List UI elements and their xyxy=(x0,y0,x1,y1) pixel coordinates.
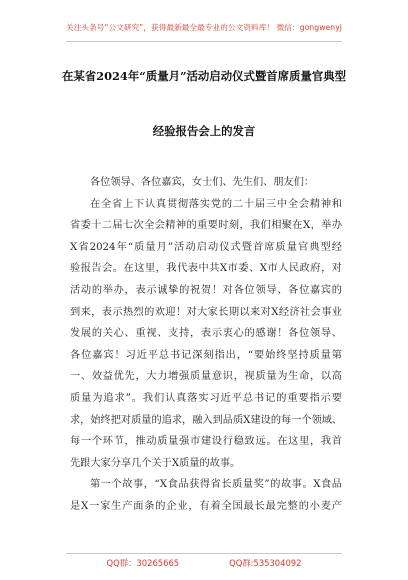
header-banner: 关注头条号“公文研究”，获得最新最全最专业的公文资料库！ 微信：gongwenyj xyxy=(66,23,342,32)
footer xyxy=(0,557,408,569)
footer-qq-group-1: QQ群：30265665 xyxy=(106,558,180,568)
paragraph-line: 活动的举办，表示诚挚的祝贺！对各位领导、各位嘉宾的 xyxy=(70,284,342,296)
paragraph-line: X省2024年“质量月”活动启动仪式暨首席质量官典型经 xyxy=(70,241,342,253)
paragraph-line: 第一个故事，“X食品获得省长质量奖”的故事。X食品 xyxy=(90,479,342,491)
paragraph-line: 求，始终把对质量的追求，融入到品质X建设的每一个领域、 xyxy=(70,414,342,426)
paragraph-line: 到来，表示热烈的欢迎！对大家长期以来对X经济社会事业 xyxy=(70,306,342,318)
header-divider xyxy=(66,41,342,42)
paragraph-line: 验报告会。在这里，我代表中共X市委、X市人民政府，对 xyxy=(70,263,342,275)
paragraph-line: 每一个环节，推动质量强市建设行稳致远。在这里，我首 xyxy=(70,436,342,448)
paragraph-line: 质量为追求”。我们认真落实习近平总书记的重要指示要 xyxy=(70,392,342,404)
paragraph-line: 省委十二届七次全会精神的重要时刻，我们相聚在X，举办 xyxy=(70,220,342,232)
paragraph-line: 一、效益优先，大力增强质量意识，视质量为生命，以高 xyxy=(70,371,342,383)
footer-qq-group-2: QQ群:535304092 xyxy=(229,558,302,568)
footer-divider xyxy=(66,553,342,554)
paragraph-line: 在全省上下认真贯彻落实党的二十届三中全会精神和 xyxy=(90,198,342,210)
paragraph-line: 各位嘉宾！习近平总书记深刻指出，“要始终坚持质量第 xyxy=(70,349,342,361)
paragraph-line: 发展的关心、重视、支持，表示衷心的感谢！各位领导、 xyxy=(70,328,342,340)
paragraph-line: 先跟大家分享几个关于X质量的故事。 xyxy=(70,457,241,469)
speech-body xyxy=(70,172,342,518)
paragraph-line: 是X一家生产面条的企业，有着全国最长最完整的小麦产 xyxy=(70,500,342,512)
salutation: 各位领导、各位嘉宾，女士们、先生们、朋友们： xyxy=(90,177,315,188)
document-title-line-1: 在某省2024年“质量月”活动启动仪式暨首席质量官典型 xyxy=(61,69,346,83)
document-title-line-2: 经验报告会上的发言 xyxy=(152,124,256,138)
